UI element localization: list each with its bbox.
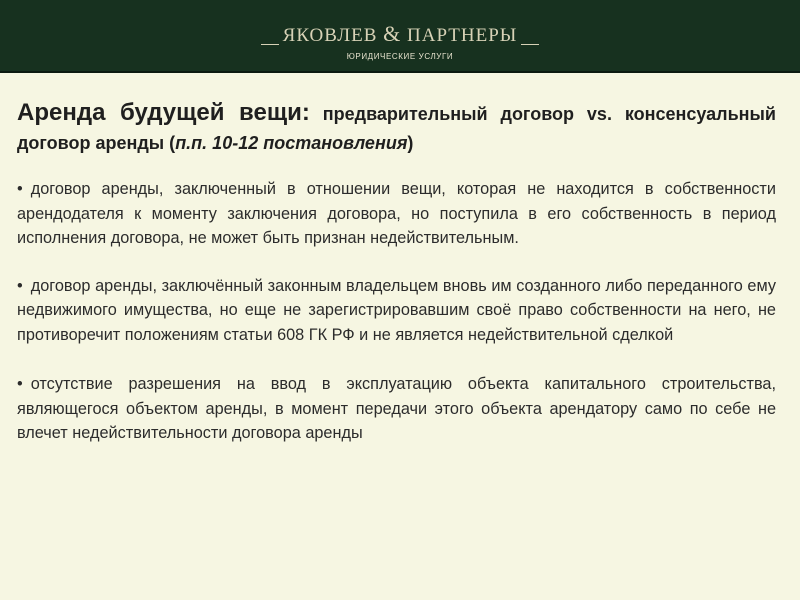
- slide-content: [17, 98, 776, 446]
- bullet-dot: •: [17, 375, 23, 393]
- logo-rule-right: [521, 44, 539, 45]
- bullet-text-2: договор аренды, заключённый законным владельцем вновь им созданного либо переданного ему недвижимого имущества, но еще не зарегистрировавшим своё право собственности на него, не противоречит положениям статьи 608 ГК РФ и не является недействительной сделкой: [17, 276, 776, 344]
- title-main: Аренда будущей вещи:: [17, 99, 310, 126]
- bullet-item-1: [17, 177, 776, 251]
- title-rest: предварительный договор vs. консенсуальный договор аренды (: [17, 104, 776, 153]
- bullet-item-2: [17, 274, 776, 348]
- brand-name-right: ПАРТНЕРЫ: [407, 25, 518, 46]
- header-banner: [0, 0, 800, 73]
- title-reference: п.п. 10-12 постановления: [175, 133, 408, 153]
- brand-tagline: ЮРИДИЧЕСКИЕ УСЛУГИ: [346, 52, 454, 61]
- bullet-text-3: отсутствие разрешения на ввод в эксплуатацию объекта капитального строительства, являющегося объектом аренды, в момент передачи этого объекта арендатору само по себе не влечет недействительности договора аренды: [17, 375, 776, 442]
- brand-logo: [0, 21, 800, 47]
- bullet-text-1: договор аренды, заключенный в отношении вещи, которая не находится в собственности арендодателя к моменту заключения договора, но поступила в его собственность в период исполнения договора, не может быть признан недействительным.: [17, 180, 776, 247]
- bullet-item-3: [17, 372, 776, 446]
- logo-rule-left: [261, 44, 279, 45]
- brand-name-left: ЯКОВЛЕВ: [282, 25, 378, 46]
- bullet-dot: •: [17, 180, 23, 198]
- slide-title: [17, 98, 776, 158]
- brand-ampersand: &: [383, 21, 402, 46]
- bullet-dot: •: [17, 276, 23, 295]
- title-close: ): [407, 133, 414, 153]
